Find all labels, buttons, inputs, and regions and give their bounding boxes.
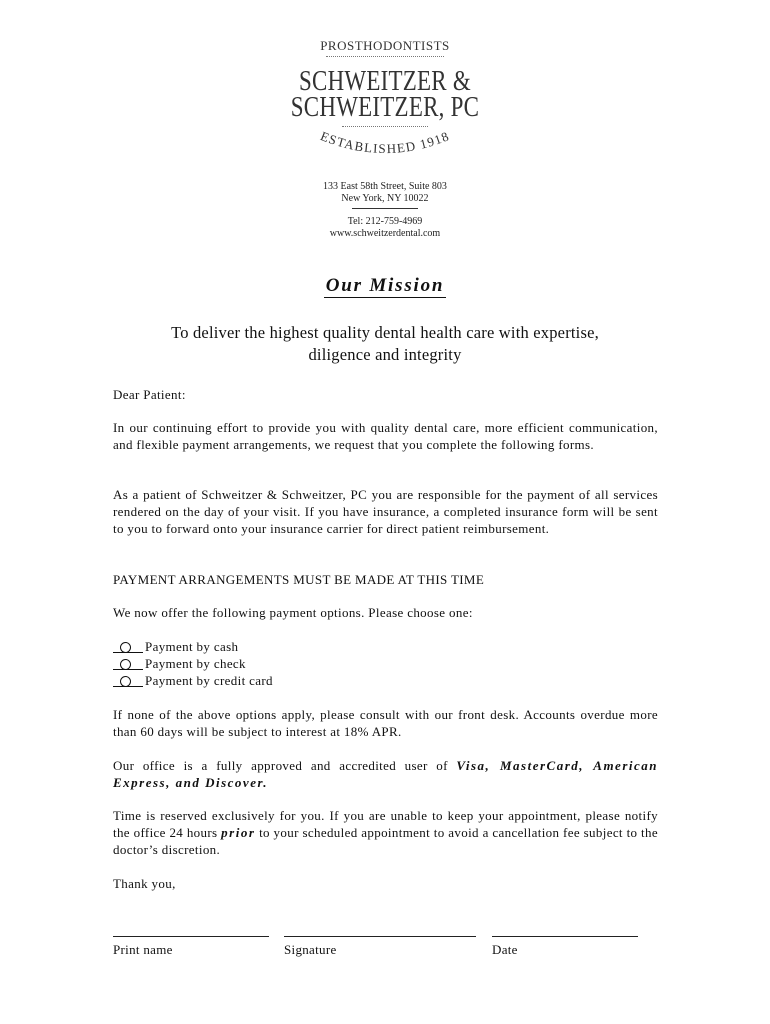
dotted-divider — [342, 126, 428, 127]
svg-text:ESTABLISHED 1918 — [318, 128, 451, 156]
address-divider — [352, 208, 418, 209]
payment-option-cash[interactable] — [113, 638, 238, 655]
established-text: ESTABLISHED 1918 — [318, 128, 452, 157]
dotted-divider — [326, 56, 444, 57]
mission-title-text: Our Mission — [325, 275, 445, 296]
address-line1: 133 East 58th Street, Suite 803 — [323, 181, 447, 192]
option-blank[interactable] — [113, 640, 143, 653]
radio-circle-icon[interactable] — [120, 642, 131, 653]
option-label: Payment by check — [145, 656, 246, 671]
website-link[interactable]: www.schweitzerdental.com — [329, 228, 441, 239]
paragraph-cards — [113, 757, 658, 791]
address-line2: New York, NY 10022 — [341, 193, 429, 204]
signature-label: Signature — [284, 942, 337, 957]
radio-circle-icon[interactable] — [120, 676, 131, 687]
mission-line1: To deliver the highest quality dental health care with expertise, — [171, 323, 599, 342]
prior-emphasis: prior — [221, 825, 256, 840]
radio-circle-icon[interactable] — [120, 659, 131, 670]
cancellation-start: Time is reserved exclusively for you. If you are unable to keep your appointment, please notify the office 24 hours — [113, 808, 658, 840]
greeting: Dear Patient: — [113, 387, 186, 402]
established-arc — [300, 128, 470, 168]
paragraph-responsibility: As a patient of Schweitzer & Schweitzer, PC you are responsible for the payment of all services rendered on the day of your visit. If you have insurance, a completed insurance form will be sent to you to forward onto your insurance carrier for direct patient reimbursement. — [113, 487, 658, 536]
mission-line2: diligence and integrity — [308, 345, 462, 364]
print-name-field[interactable] — [113, 931, 269, 937]
cards-intro: Our office is a fully approved and accredited user of — [113, 758, 457, 773]
payment-option-check[interactable] — [113, 655, 246, 672]
payment-options-intro: We now offer the following payment options. Please choose one: — [113, 605, 473, 620]
mission-statement — [100, 322, 670, 366]
mission-title — [0, 275, 770, 297]
paragraph-overdue: If none of the above options apply, please consult with our front desk. Accounts overdue more than 60 days will be subject to interest at 18% APR. — [113, 707, 658, 739]
phone-number: Tel: 212-759-4969 — [347, 216, 423, 227]
payment-option-credit-card[interactable] — [113, 672, 273, 689]
cancellation-end: to your scheduled appointment to avoid a cancellation fee subject to the doctor’s discretion. — [113, 825, 658, 857]
option-blank[interactable] — [113, 657, 143, 670]
option-label: Payment by cash — [145, 639, 239, 654]
option-label: Payment by credit card — [145, 673, 273, 688]
date-field[interactable] — [492, 931, 638, 937]
date-label: Date — [492, 942, 518, 957]
paragraph-cancellation — [113, 807, 658, 858]
practice-name-line1: SCHWEITZER & — [299, 66, 471, 97]
paragraph-intro: In our continuing effort to provide you with quality dental care, more efficient communication, and flexible payment arrangements, we request that you complete the following forms. — [113, 420, 658, 452]
print-name-label: Print name — [113, 942, 173, 957]
practice-name-line2: SCHWEITZER, PC — [290, 92, 480, 123]
payment-notice: PAYMENT ARRANGEMENTS MUST BE MADE AT THIS TIME — [113, 572, 485, 587]
accepted-cards: Visa, MasterCard, American Express, and Discover. — [113, 758, 658, 790]
option-blank[interactable] — [113, 674, 143, 687]
specialty-label: PROSTHODONTISTS — [320, 38, 450, 53]
signature-field[interactable] — [284, 931, 476, 937]
closing: Thank you, — [113, 876, 176, 891]
